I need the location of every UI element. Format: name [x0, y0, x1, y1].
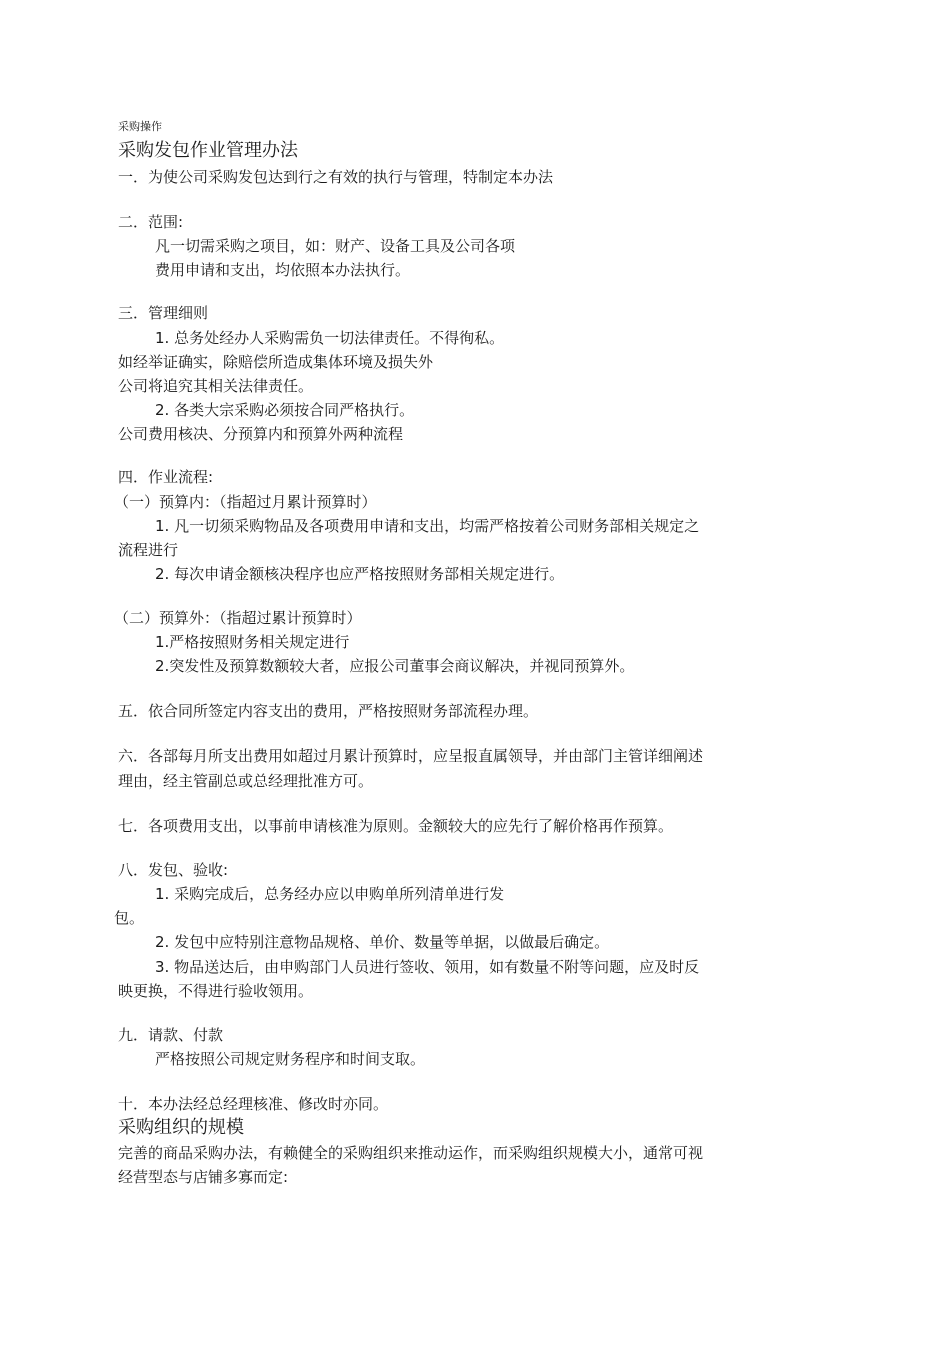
page-header: 采购操作	[118, 120, 162, 133]
section-4-b-item-1: 1.严格按照财务相关规定进行	[155, 633, 350, 651]
section-4-a-item-2: 2. 每次申请金额核决程序也应严格按照财务部相关规定进行。	[155, 565, 565, 583]
section-6-line-2: 理由，经主管副总或总经理批准方可。	[118, 772, 374, 790]
section-4-b-item-2: 2.突发性及预算数额较大者，应报公司董事会商议解决，并视同预算外。	[155, 657, 635, 675]
section-2-line-1: 凡一切需采购之项目，如：财产、设备工具及公司各项	[155, 237, 516, 255]
section-7: 七．各项费用支出，以事前申请核准为原则。金额较大的应先行了解价格再作预算。	[118, 817, 674, 835]
section-3-item-2: 2. 各类大宗采购必须按合同严格执行。	[155, 401, 415, 419]
section-3-title: 三．管理细则	[118, 304, 209, 322]
section-3-item-1-cont-2: 公司将追究其相关法律责任。	[118, 377, 314, 395]
section-1: 一．为使公司采购发包达到行之有效的执行与管理，特制定本办法	[118, 168, 554, 186]
section-6-line-1: 六．各部每月所支出费用如超过月累计预算时，应呈报直属领导，并由部门主管详细阐述	[118, 747, 704, 765]
section-4-title: 四．作业流程:	[118, 468, 214, 486]
section-9-line-1: 严格按照公司规定财务程序和时间支取。	[155, 1050, 426, 1068]
document-title: 采购发包作业管理办法	[118, 140, 298, 161]
section-4-subsection-a-title: （一）预算内：（指超过月累计预算时）	[114, 493, 377, 511]
section-8-title: 八．发包、验收:	[118, 861, 229, 879]
subtitle: 采购组织的规模	[118, 1117, 244, 1138]
section-10: 十．本办法经总经理核准、修改时亦同。	[118, 1095, 389, 1113]
section-8-item-2: 2. 发包中应特别注意物品规格、单价、数量等单据，以做最后确定。	[155, 933, 610, 951]
section-5: 五．依合同所签定内容支出的费用，严格按照财务部流程办理。	[118, 702, 539, 720]
section-8-item-3-cont: 映更换，不得进行验收领用。	[118, 982, 314, 1000]
section-4-a-item-1-cont: 流程进行	[118, 541, 179, 559]
section-8-item-1: 1. 采购完成后，总务经办应以申购单所列清单进行发	[155, 885, 505, 903]
section-8-item-1-cont: 包。	[114, 909, 145, 927]
section-3-item-1: 1. 总务处经办人采购需负一切法律责任。不得徇私。	[155, 329, 505, 347]
section-2-line-2: 费用申请和支出，均依照本办法执行。	[155, 261, 411, 279]
closing-line-1: 完善的商品采购办法，有赖健全的采购组织来推动运作，而采购组织规模大小，通常可视	[118, 1144, 704, 1162]
section-4-a-item-1: 1. 凡一切须采购物品及各项费用申请和支出，均需严格按着公司财务部相关规定之	[155, 517, 700, 535]
section-3-item-2-cont: 公司费用核决、分预算内和预算外两种流程	[118, 425, 404, 443]
section-4-subsection-b-title: （二）预算外：（指超过累计预算时）	[114, 609, 362, 627]
closing-line-2: 经营型态与店铺多寡而定:	[118, 1168, 289, 1186]
section-9-title: 九．请款、付款	[118, 1026, 224, 1044]
section-3-item-1-cont-1: 如经举证确实，除赔偿所造成集体环境及损失外	[118, 353, 434, 371]
section-2-title: 二．范围:	[118, 213, 184, 231]
section-8-item-3: 3. 物品送达后，由申购部门人员进行签收、领用，如有数量不附等问题，应及时反	[155, 958, 700, 976]
